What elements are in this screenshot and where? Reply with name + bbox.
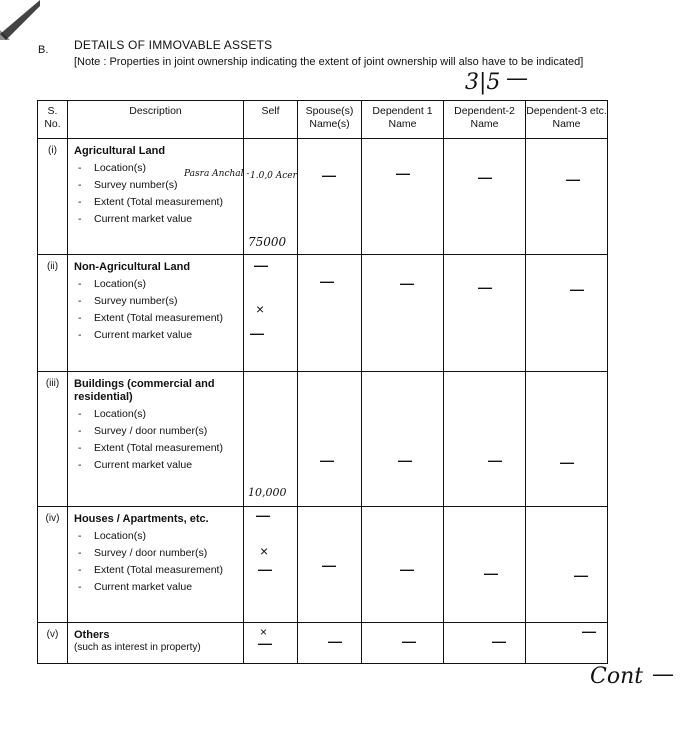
row-category-subtitle: (such as interest in property) xyxy=(74,642,201,653)
row-item: - Extent (Total measurement) xyxy=(74,196,239,209)
section-title: DETAILS OF IMMOVABLE ASSETS xyxy=(74,38,273,52)
handwritten-location: Pasra Anchal - xyxy=(184,169,250,179)
row-sno: (v) xyxy=(38,623,68,664)
dash-mark: — xyxy=(488,452,502,468)
scan-corner-mark xyxy=(0,0,40,40)
dash-mark: — xyxy=(254,257,268,273)
cross-mark: × xyxy=(260,543,269,559)
dash-mark: — xyxy=(492,633,506,649)
row-category-title: Agricultural Land xyxy=(74,145,166,157)
dash-mark: — xyxy=(328,633,342,649)
row-category-title: Buildings (commercial and residential) xyxy=(74,378,215,403)
dash-mark: — xyxy=(250,325,264,341)
dependent2-cell xyxy=(444,372,526,507)
handwritten-continued-note: Cont xyxy=(590,664,644,689)
row-description xyxy=(68,372,244,507)
row-description xyxy=(68,139,244,255)
dependent1-cell xyxy=(362,255,444,372)
table-row xyxy=(38,255,608,372)
dash-mark: — xyxy=(320,273,334,289)
row-description xyxy=(68,623,244,664)
handwritten-extent: 1.0,0 Acer xyxy=(250,171,297,181)
row-item: - Current market value xyxy=(74,459,239,472)
row-category-title: Non-Agricultural Land xyxy=(74,261,191,273)
row-item: - Extent (Total measurement) xyxy=(74,442,239,455)
dependent2-cell xyxy=(444,255,526,372)
row-category-title: Others xyxy=(74,629,110,641)
dash-mark: — xyxy=(322,557,336,573)
dependent3-cell xyxy=(526,139,608,255)
self-cell xyxy=(184,139,298,255)
dependent3-cell xyxy=(526,623,608,664)
header-dependent2: Dependent-2 Name xyxy=(444,101,526,139)
dash-mark: — xyxy=(560,454,574,470)
row-item: - Location(s) xyxy=(74,408,239,421)
cross-mark: × xyxy=(260,625,268,639)
cross-mark: × xyxy=(256,301,265,317)
header-spouse: Spouse(s) Name(s) xyxy=(298,101,362,139)
dependent2-cell xyxy=(444,139,526,255)
dependent1-cell xyxy=(362,623,444,664)
immovable-assets-table xyxy=(37,100,608,664)
spouse-cell xyxy=(298,507,362,623)
dash-mark: — xyxy=(396,165,410,181)
row-sno: (iii) xyxy=(38,372,68,507)
dependent3-cell xyxy=(526,255,608,372)
section-note: [Note : Properties in joint ownership indicating the extent of joint ownership will also have to be indicated] xyxy=(74,56,584,68)
row-item: - Survey number(s) xyxy=(74,295,239,308)
row-item: - Current market value xyxy=(74,329,239,342)
dash-mark: — xyxy=(398,452,412,468)
row-description xyxy=(68,507,244,623)
row-item: - Location(s) xyxy=(74,162,239,175)
dash-mark: — xyxy=(320,452,334,468)
handwritten-market-value: 10,000 xyxy=(248,486,287,499)
row-sno: (i) xyxy=(38,139,68,255)
row-item: - Location(s) xyxy=(74,278,239,291)
spouse-cell xyxy=(298,623,362,664)
handwritten-page-number: 3|5 xyxy=(465,70,501,95)
header-dependent3: Dependent-3 etc. Name xyxy=(526,101,608,139)
handwritten-market-value: 75000 xyxy=(248,235,287,249)
self-cell xyxy=(244,372,298,507)
spouse-cell xyxy=(298,139,362,255)
spouse-cell xyxy=(298,372,362,507)
table-row xyxy=(38,507,608,623)
dependent1-cell xyxy=(362,507,444,623)
dependent2-cell xyxy=(444,623,526,664)
dependent2-cell xyxy=(444,507,526,623)
dash-mark: — xyxy=(484,565,498,581)
row-sno: (iv) xyxy=(38,507,68,623)
row-item: - Location(s) xyxy=(74,530,239,543)
dash-mark: — xyxy=(400,275,414,291)
dependent3-cell xyxy=(526,507,608,623)
row-item: - Extent (Total measurement) xyxy=(74,312,239,325)
dash-mark: — xyxy=(574,567,588,583)
dash-mark: — xyxy=(322,167,336,183)
dash-mark: — xyxy=(566,171,580,187)
row-item: - Survey / door number(s) xyxy=(74,547,239,560)
header-description: Description xyxy=(68,101,244,139)
self-cell xyxy=(244,623,298,664)
row-category-title: Houses / Apartments, etc. xyxy=(74,513,209,525)
self-cell xyxy=(244,507,298,623)
self-cell xyxy=(244,255,298,372)
row-item: - Current market value xyxy=(74,581,239,594)
row-sno: (ii) xyxy=(38,255,68,372)
row-description xyxy=(68,255,244,372)
dash-mark: — xyxy=(570,281,584,297)
table-row xyxy=(38,623,608,664)
header-row xyxy=(38,101,608,139)
table-row xyxy=(38,139,608,255)
dependent1-cell xyxy=(362,139,444,255)
dash-mark: — xyxy=(478,279,492,295)
dash-mark: — xyxy=(258,635,272,651)
row-item: - Extent (Total measurement) xyxy=(74,564,239,577)
row-item: - Survey number(s) xyxy=(74,179,239,192)
dash-mark: — xyxy=(256,507,270,523)
dash-mark: — xyxy=(478,169,492,185)
dash-mark: — xyxy=(402,633,416,649)
header-self: Self xyxy=(244,101,298,139)
dependent1-cell xyxy=(362,372,444,507)
dash-mark: — xyxy=(400,561,414,577)
section-letter: B. xyxy=(38,44,49,56)
dash-mark: — xyxy=(582,623,596,639)
table-row xyxy=(38,372,608,507)
spouse-cell xyxy=(298,255,362,372)
handwritten-dash: — xyxy=(506,66,528,91)
handwritten-dash: — xyxy=(652,662,674,687)
row-item: - Survey / door number(s) xyxy=(74,425,239,438)
header-dependent1: Dependent 1 Name xyxy=(362,101,444,139)
dependent3-cell xyxy=(526,372,608,507)
dash-mark: — xyxy=(258,561,272,577)
header-sno: S. No. xyxy=(38,101,68,139)
row-item: - Current market value xyxy=(74,213,239,226)
